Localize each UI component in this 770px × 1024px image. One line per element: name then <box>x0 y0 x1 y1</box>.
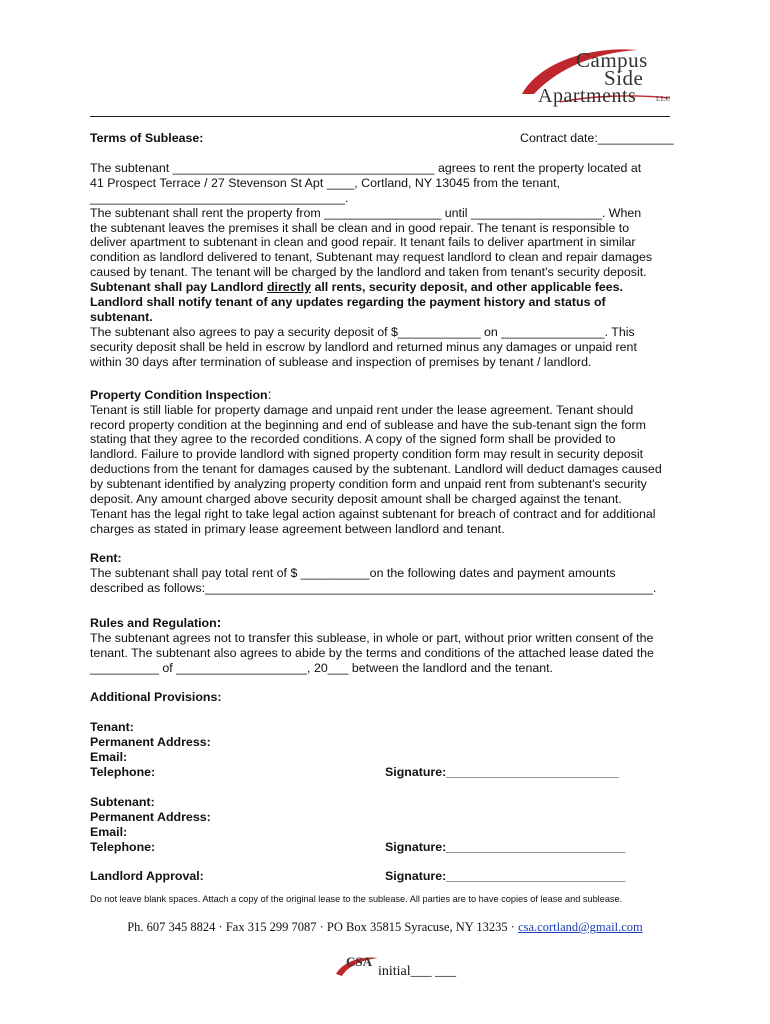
contract-date-field: Contract date:___________ <box>520 131 674 145</box>
subtenant-email-label: Email: <box>90 825 128 839</box>
intro-line: condition as landlord delivered to tenant, Subtenant may request landlord to clean and repair damages <box>90 250 653 264</box>
intro-line: caused by tenant. The tenant will be charged by the landlord and taken from tenant's security deposit. <box>90 265 647 279</box>
logo-line-2: Side <box>604 66 644 90</box>
landlord-signature-field: Signature:__________________________ <box>385 869 626 883</box>
rules-title: Rules and Regulation <box>90 616 217 630</box>
initial-field: initial___ ___ <box>378 964 457 979</box>
inspection-line: Tenant is still liable for property damage and unpaid rent under the lease agreement. Tenant should <box>90 403 634 417</box>
inspection-line: record property condition at the beginning and end of sublease and have the sub-tenant sign the form <box>90 418 646 432</box>
inspection-line: deductions from the tenant for damages caused by the subtenant. Landlord will deduct damages caused <box>90 462 662 476</box>
notify-clause: subtenant. <box>90 310 153 324</box>
intro-line: The subtenant shall rent the property from _________________ until ___________________. When <box>90 206 642 220</box>
tenant-phone-label: Telephone: <box>90 765 156 779</box>
inspection-line: deposit. Any amount charged above security deposit amount shall be charged against the tenant. <box>90 492 622 506</box>
payment-clause-a: Subtenant shall pay Landlord <box>90 280 267 294</box>
subtenant-address-label: Permanent Address: <box>90 810 211 824</box>
deposit-line: The subtenant also agrees to pay a security deposit of $____________ on _______________. This <box>90 325 635 339</box>
notify-clause: Landlord shall notify tenant of any updates regarding the payment history and status of <box>90 295 606 309</box>
rent-line: The subtenant shall pay total rent of $ __________on the following dates and payment amounts <box>90 566 616 580</box>
intro-line: _____________________________________. <box>90 191 349 205</box>
tenant-signature-field: Signature:_________________________ <box>385 765 619 779</box>
csa-mark: CSA <box>346 954 373 969</box>
intro-line: The subtenant ______________________________________ agrees to rent the property located at <box>90 161 642 175</box>
payment-clause-directly: directly <box>266 280 312 294</box>
inspection-colon: : <box>267 386 272 402</box>
rules-line: The subtenant agrees not to transfer this sublease, in whole or part, without prior written consent of the <box>90 631 654 645</box>
section-title-terms: Terms of Sublease: <box>90 131 204 145</box>
payment-clause-b: all rents, security deposit, and other applicable fees. <box>311 280 623 294</box>
deposit-line: security deposit shall be held in escrow by landlord and returned minus any damages or unpaid rent <box>90 340 637 354</box>
tenant-address-label: Permanent Address: <box>90 735 211 749</box>
section-title-rent: Rent: <box>90 551 122 565</box>
inspection-line: landlord. Failure to provide landlord with signed property condition form may result in security deposit <box>90 447 644 461</box>
inspection-line: Tenant has the legal right to take legal action against subtenant for breach of contract and for additional <box>90 507 656 521</box>
landlord-approval-label: Landlord Approval: <box>90 869 204 883</box>
inspection-line: by subtenant identified by analyzing property condition form and unpaid rent from subtenant's security <box>90 477 647 491</box>
logo-line-3: Apartments <box>538 85 637 107</box>
blank-spaces-notice: Do not leave blank spaces. Attach a copy of the original lease to the sublease. All parties are to have copies of lease and sublease. <box>90 894 623 904</box>
logo-llc: LLC <box>656 95 671 103</box>
rent-line: described as follows:_________________________________________________________________. <box>90 581 657 595</box>
section-title-additional: Additional Provisions: <box>90 690 222 704</box>
rules-line: tenant. The subtenant also agrees to abide by the terms and conditions of the attached lease dated the <box>90 646 654 660</box>
subtenant-signature-field: Signature:__________________________ <box>385 840 626 854</box>
campus-side-apartments-logo <box>520 44 680 108</box>
initial-block <box>334 954 474 984</box>
intro-line: deliver apartment to subtenant in clean and good repair. It tenant fails to deliver apartment in similar <box>90 235 636 249</box>
tenant-label: Tenant: <box>90 720 134 734</box>
contact-footer <box>0 920 770 935</box>
section-title-rules <box>90 615 680 631</box>
inspection-line: stating that they agree to the recorded conditions. A copy of the signed form shall be provided to <box>90 432 616 446</box>
contact-email-link[interactable]: csa.cortland@gmail.com <box>518 920 643 934</box>
payment-clause <box>90 280 680 295</box>
header-divider <box>90 116 670 117</box>
inspection-title: Property Condition Inspection <box>90 388 268 402</box>
intro-line: 41 Prospect Terrace / 27 Stevenson St Apt ____, Cortland, NY 13045 from the tenant, <box>90 176 560 190</box>
tenant-email-label: Email: <box>90 750 128 764</box>
rules-colon: : <box>216 614 222 630</box>
subtenant-phone-label: Telephone: <box>90 840 156 854</box>
logo-line-1: Campus <box>576 48 648 72</box>
inspection-line: charges as stated in primary lease agreement between landlord and tenant. <box>90 522 505 536</box>
contact-info: Ph. 607 345 8824 · Fax 315 299 7087 · PO Box 35815 Syracuse, NY 13235 · <box>127 920 519 934</box>
deposit-line: within 30 days after termination of sublease and inspection of premises by tenant / landlord. <box>90 355 592 369</box>
subtenant-label: Subtenant: <box>90 795 155 809</box>
intro-line: the subtenant leaves the premises it shall be clean and in good repair. The tenant is responsible to <box>90 221 630 235</box>
section-title-inspection <box>90 387 680 403</box>
rules-line: __________ of ___________________, 20___ between the landlord and the tenant. <box>90 661 554 675</box>
